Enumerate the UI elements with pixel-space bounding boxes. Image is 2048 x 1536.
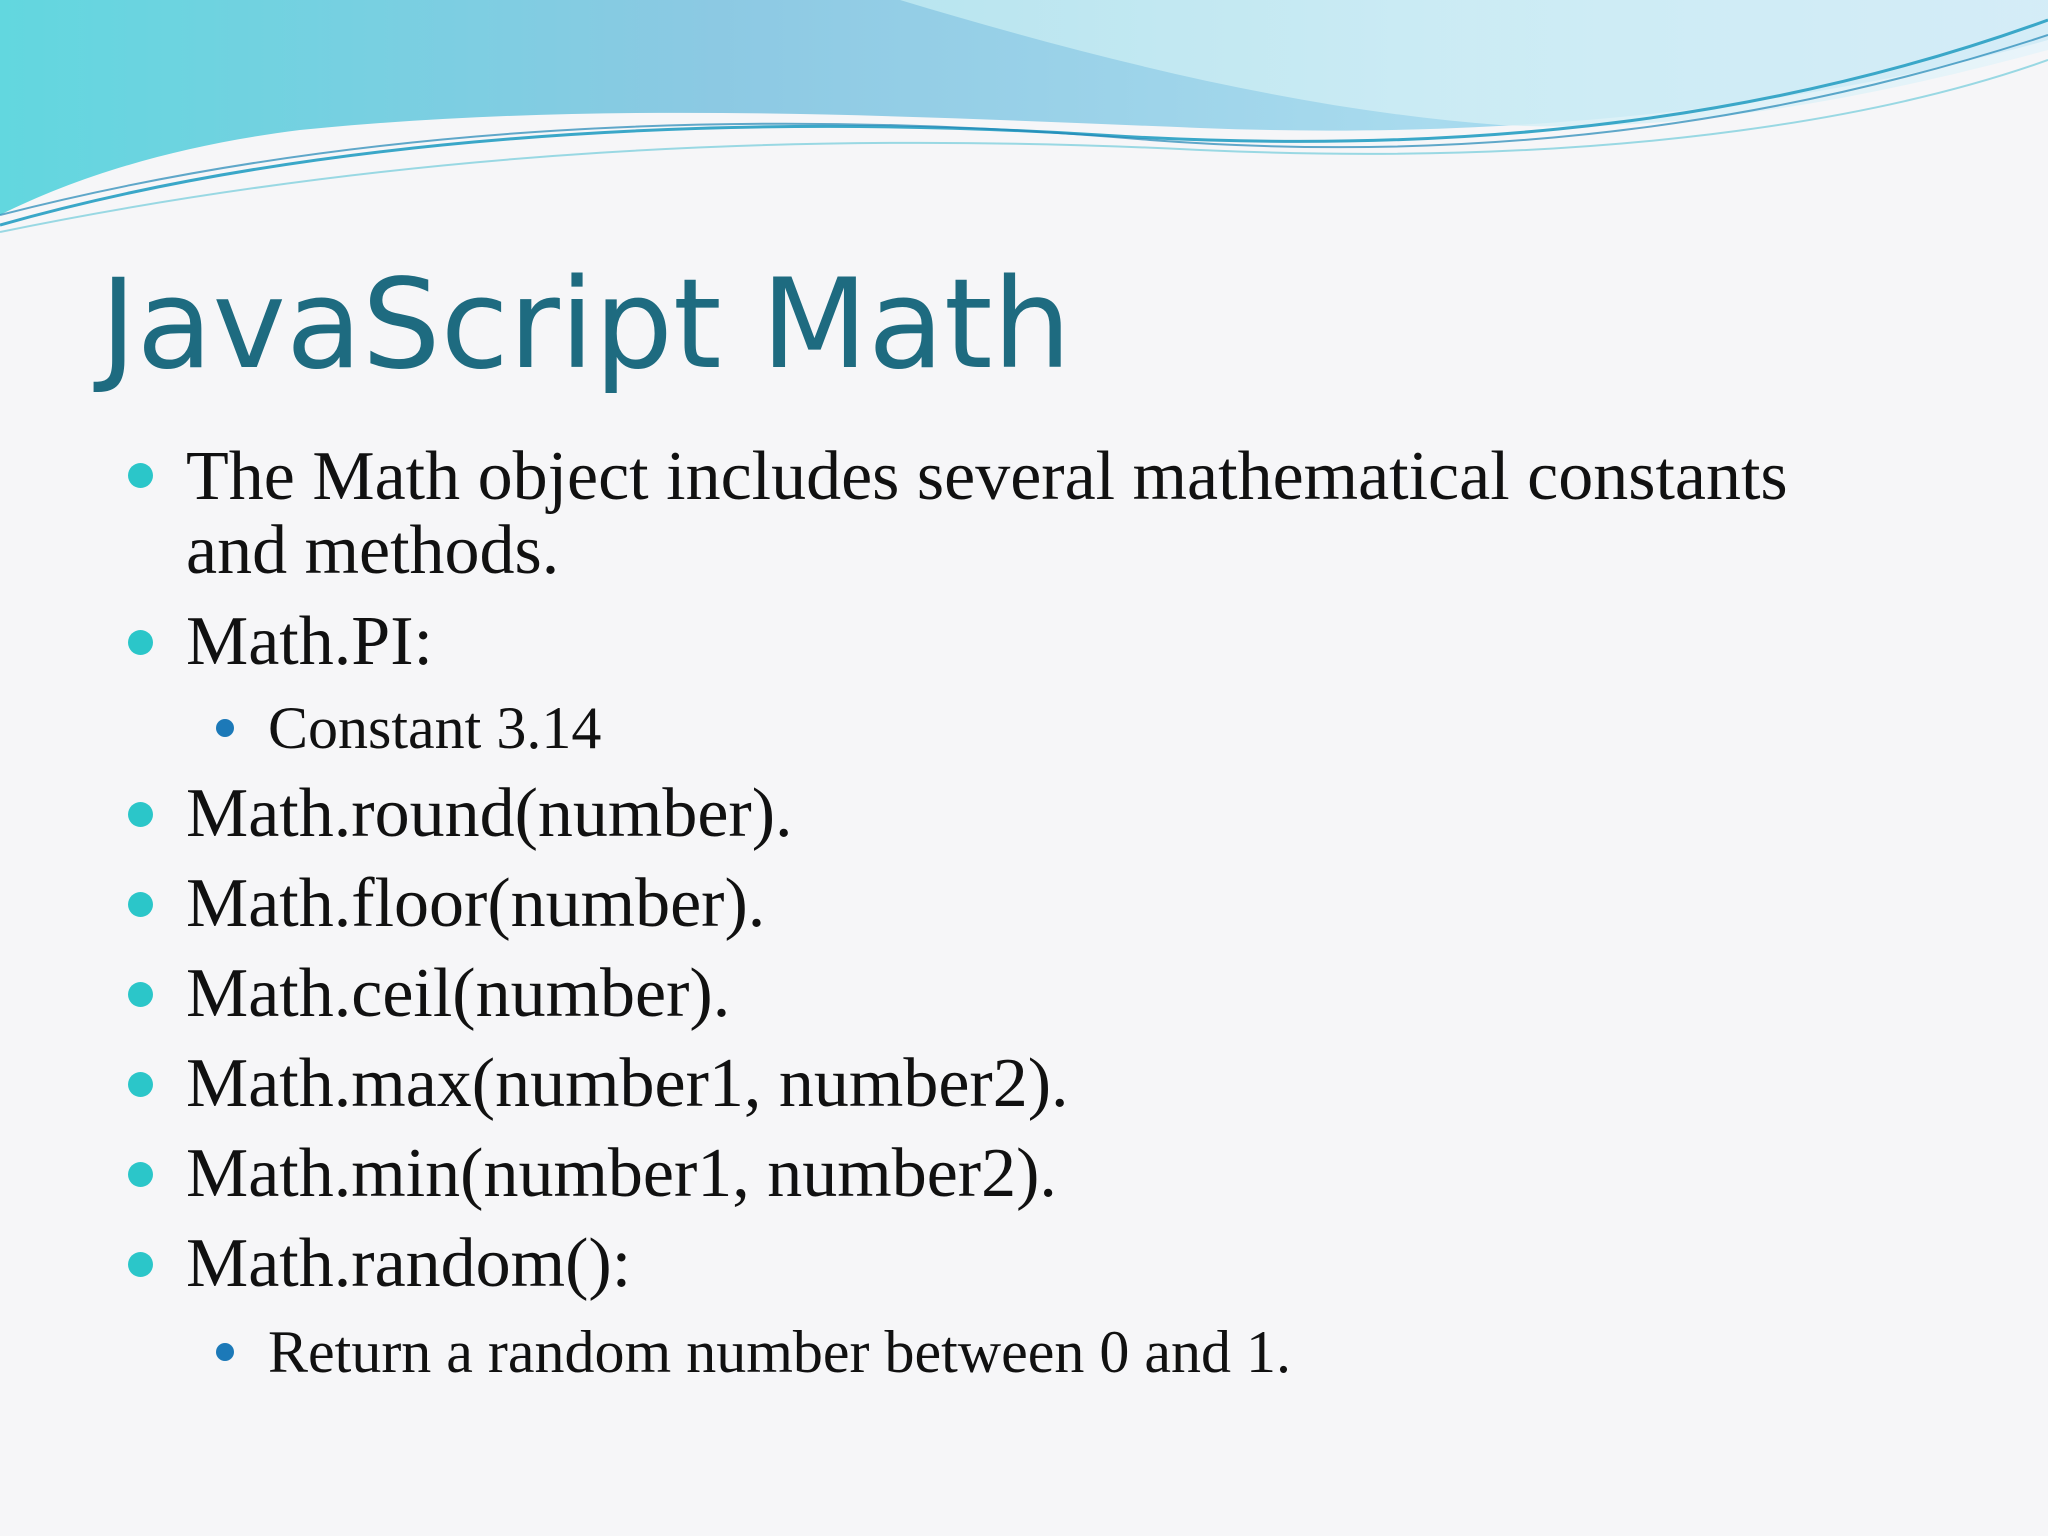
sub-bullet-dot: [216, 1343, 234, 1361]
bullet-text-line1: The Math object includes several mathematical constants: [186, 438, 1788, 515]
bullet-dot: [128, 1072, 153, 1097]
bullet-dot: [128, 1252, 153, 1277]
bullet-dot: [128, 630, 153, 655]
bullet-item: Math.floor(number).: [186, 865, 766, 942]
bullet-item: [186, 440, 1788, 514]
slide-title: JavaScript Math: [100, 253, 1072, 397]
bullet-item-continuation: [186, 514, 559, 588]
bullet-item: Math.round(number).: [186, 775, 793, 852]
bullet-dot: [128, 982, 153, 1007]
sub-bullet-dot: [216, 719, 234, 737]
bullet-item: Math.max(number1, number2).: [186, 1045, 1069, 1122]
bullet-item: Math.min(number1, number2).: [186, 1135, 1057, 1212]
bullet-item: Math.random():: [186, 1225, 632, 1302]
bullet-item: Math.PI:: [186, 603, 433, 680]
bullet-dot: [128, 463, 153, 488]
bullet-dot: [128, 892, 153, 917]
bullet-dot: [128, 802, 153, 827]
bullet-item: Math.ceil(number).: [186, 955, 731, 1032]
bullet-text-line2: and methods.: [186, 512, 560, 589]
bullet-dot: [128, 1162, 153, 1187]
sub-bullet-item: Constant 3.14: [268, 695, 602, 761]
sub-bullet-item: Return a random number between 0 and 1.: [268, 1319, 1292, 1385]
